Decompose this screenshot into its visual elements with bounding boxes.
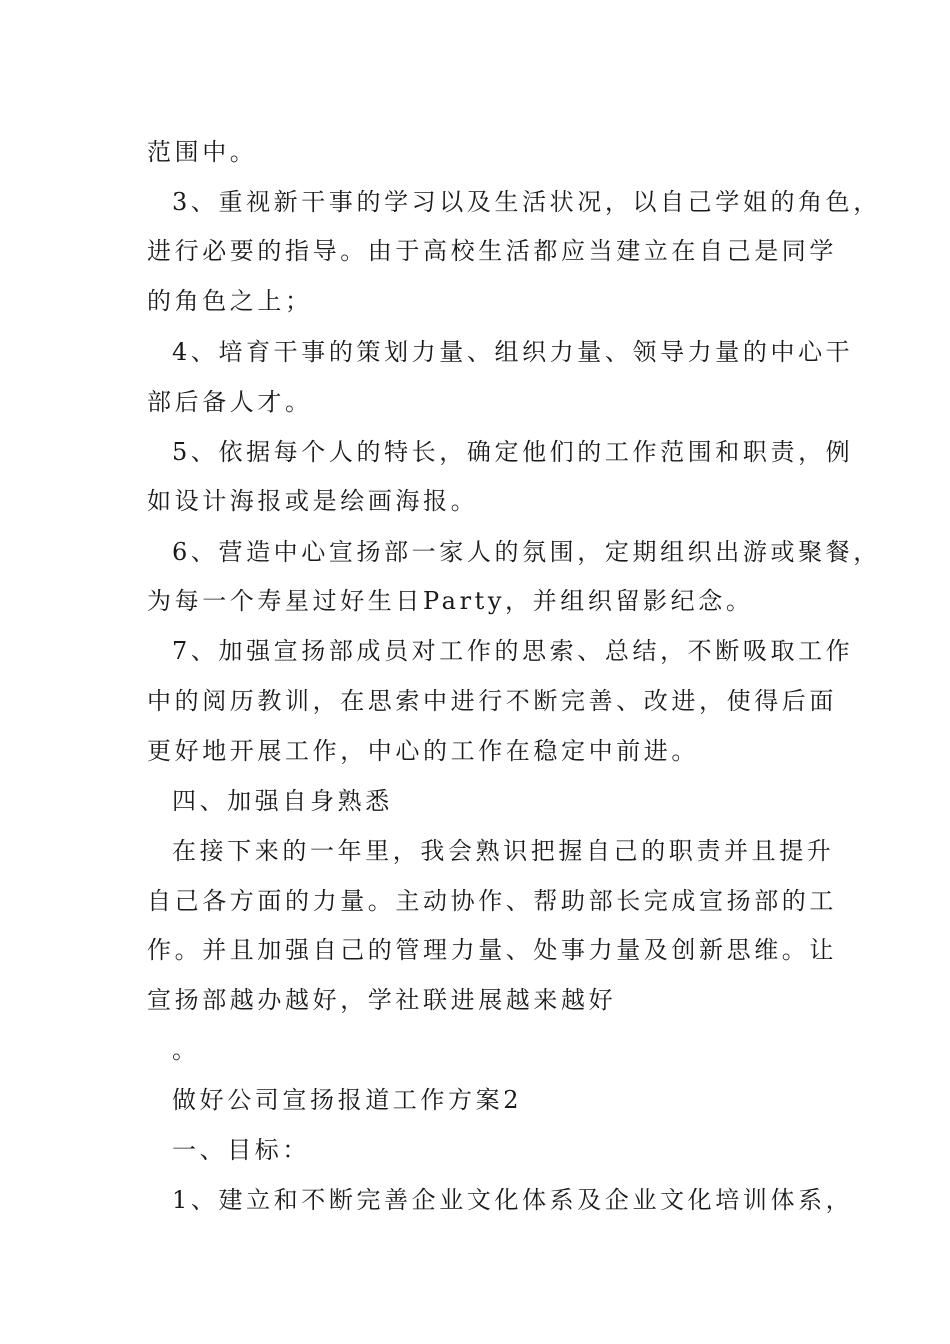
text-line: 在接下来的一年里，我会熟识把握自己的职责并且提升 [172,837,835,865]
text-line: 更好地开展工作，中心的工作在稳定中前进。 [147,737,699,765]
text-line: 7、加强宣扬部成员对工作的思索、总结，不断吸取工作 [172,637,854,665]
text-line: 如设计海报或是绘画海报。 [147,487,479,515]
text-line: 进行必要的指导。由于高校生活都应当建立在自己是同学 [147,237,837,265]
text-line: 3、重视新干事的学习以及生活状况，以自己学姐的角色， [172,188,881,216]
text-line: 的角色之上； [147,287,313,315]
text-line: 1、建立和不断完善企业文化体系及企业文化培训体系， [172,1186,854,1214]
text-line: 。 [172,1036,200,1064]
text-line: 中的阅历教训，在思索中进行不断完善、改进，使得后面 [147,687,837,715]
text-line: 为每一个寿星过好生日Party，并组织留影纪念。 [147,587,754,615]
text-line: 作。并且加强自己的管理力量、处事力量及创新思维。让 [147,936,837,964]
text-line: 自己各方面的力量。主动协作、帮助部长完成宣扬部的工 [147,887,837,915]
text-line: 5、依据每个人的特长，确定他们的工作范围和职责，例 [172,438,854,466]
text-line: 部后备人才。 [147,388,313,416]
text-line: 6、营造中心宣扬部一家人的氛围，定期组织出游或聚餐， [172,538,881,566]
text-line: 范围中。 [147,138,258,166]
section-heading: 四、加强自身熟悉 [172,787,393,815]
document-title: 做好公司宣扬报道工作方案2 [172,1086,523,1114]
text-line: 宣扬部越办越好，学社联进展越来越好 [147,986,617,1014]
text-line: 4、培育干事的策划力量、组织力量、领导力量的中心干 [172,338,854,366]
section-heading: 一、目标： [172,1136,310,1164]
